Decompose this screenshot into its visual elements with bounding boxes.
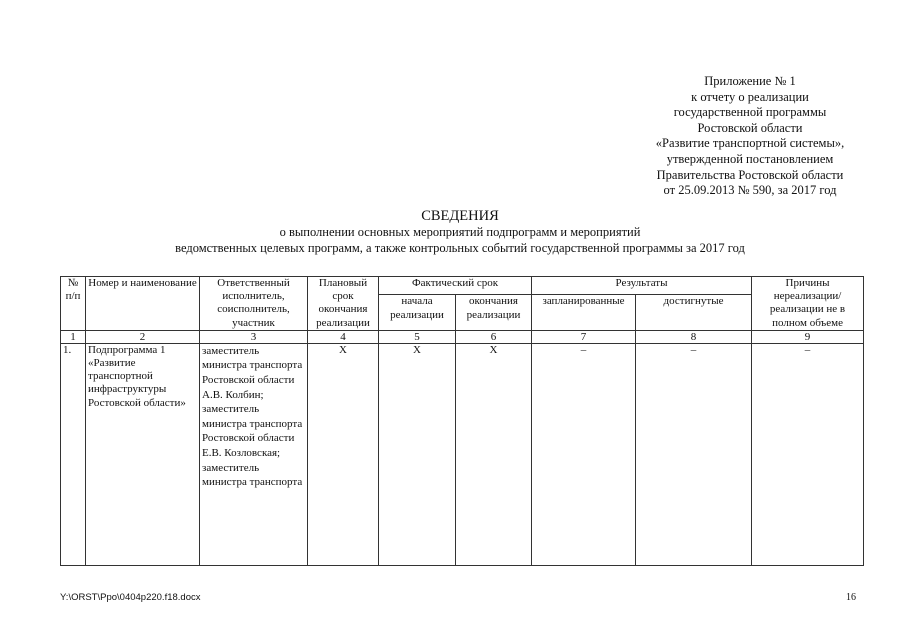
report-table [60, 276, 864, 566]
header-actual-end: окончания реализации [456, 295, 532, 330]
appendix-line: утвержденной постановлением [666, 151, 834, 166]
table-row [61, 343, 864, 565]
appendix-line: от 25.09.2013 № 590, за 2017 год [663, 183, 837, 198]
column-number: 9 [752, 330, 864, 343]
document-heading [60, 208, 860, 256]
row-num: 1. [61, 343, 86, 565]
footer-page-number: 16 [846, 592, 856, 603]
footer-file-path: Y:\ORST\Ppo\0404p220.f18.docx [60, 592, 201, 603]
column-number-row [61, 330, 864, 343]
column-number: 1 [61, 330, 86, 343]
header-results: Результаты [532, 277, 752, 295]
appendix-line: Ростовской области [697, 120, 803, 135]
row-reasons: – [752, 343, 864, 565]
column-number: 5 [379, 330, 456, 343]
column-number: 8 [636, 330, 752, 343]
column-number: 2 [86, 330, 200, 343]
document-title: СВЕДЕНИЯ [421, 208, 499, 224]
column-number: 6 [456, 330, 532, 343]
row-results-planned: – [532, 343, 636, 565]
header-responsible: Ответственный исполнитель, соисполнитель, участник [200, 277, 308, 331]
appendix-line: «Развитие транспортной системы», [655, 136, 845, 151]
appendix-block [600, 74, 900, 199]
header-reasons: Причины нереализации/ реализации не в полном объеме [752, 277, 864, 331]
header-actual: Фактический срок [379, 277, 532, 295]
appendix-line: Правительства Ростовской области [656, 167, 844, 182]
row-name: Подпрограмма 1 «Развитие транспортной инфраструктуры Ростовской области» [86, 343, 200, 565]
header-name: Номер и наименование [86, 277, 200, 331]
appendix-line: государственной программы [673, 105, 827, 120]
column-number: 3 [200, 330, 308, 343]
header-actual-start: начала реализации [379, 295, 456, 330]
column-number: 4 [308, 330, 379, 343]
header-planned: Плановый срок окончания реализации [308, 277, 379, 331]
row-actual-end: Х [456, 343, 532, 565]
row-planned: Х [308, 343, 379, 565]
document-subtitle-line-1: о выполнении основных мероприятий подпрограмм и мероприятий [279, 225, 641, 239]
header-num: № п/п [61, 277, 86, 331]
column-number: 7 [532, 330, 636, 343]
appendix-line: к отчету о реализации [691, 89, 809, 104]
header-results-planned: запланированные [532, 295, 636, 330]
row-actual-start: Х [379, 343, 456, 565]
row-responsible: заместитель министра транспорта Ростовской области А.В. Колбин; заместитель министра транспорта Ростовской области Е.В. Козловская; заместитель министра транспорта [200, 343, 308, 565]
table-header-row [61, 277, 864, 295]
row-results-achieved: – [636, 343, 752, 565]
header-results-achieved: достигнутые [636, 295, 752, 330]
appendix-line: Приложение № 1 [704, 74, 796, 88]
document-subtitle-line-2: ведомственных целевых программ, а также контрольных событий государственной программы за 2017 год [175, 241, 745, 255]
